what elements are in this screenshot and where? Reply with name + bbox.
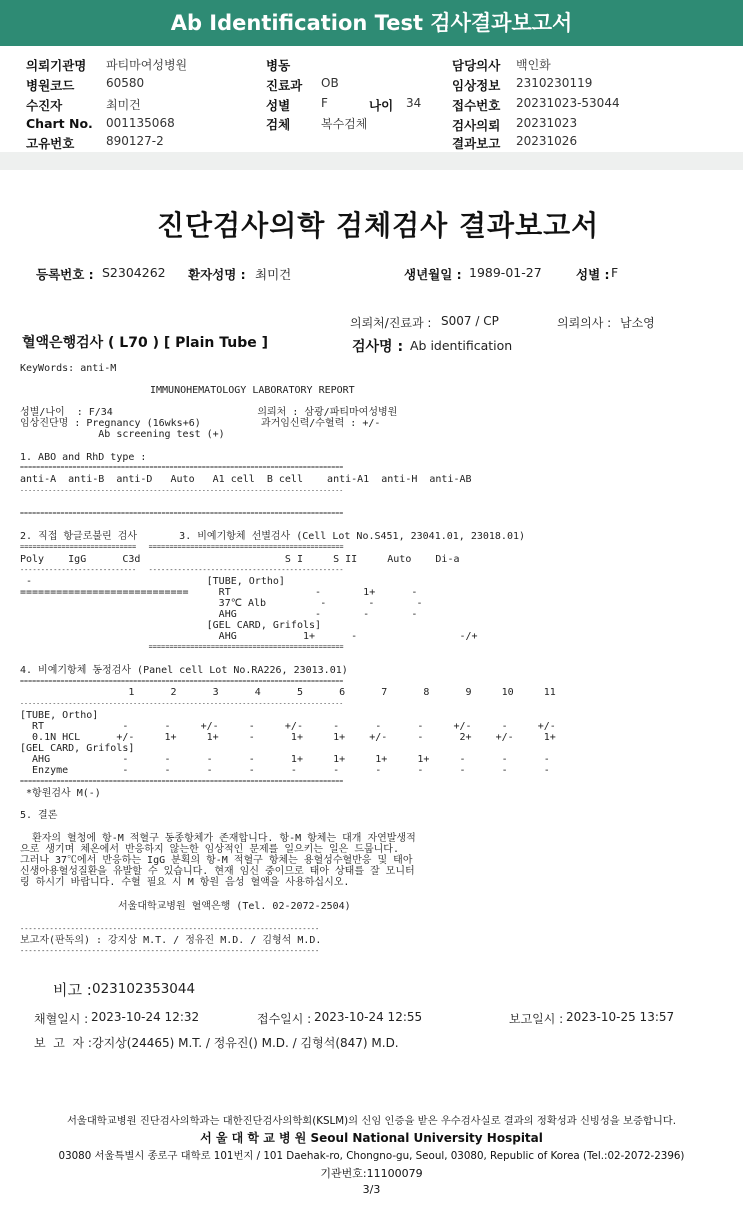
hdr-label: 성별 xyxy=(266,98,291,113)
rule: ============================ =============================================== xyxy=(20,543,344,551)
dob-label: 생년월일 : xyxy=(404,267,462,282)
hdr-label: 의뢰기관명 xyxy=(26,58,87,73)
table-row: RT - - +/- - +/- - - - +/- - +/- xyxy=(20,721,556,732)
conclusion-line: 신생아용혈성질환을 유발할 수 있습니다. 현재 임신 중이므로 태아 상태를 잘 모니터 xyxy=(20,866,415,877)
rule: ---------------------------- ----------------------------------------------- xyxy=(20,566,344,574)
receive-value: 2023-10-24 12:55 xyxy=(314,1010,423,1024)
reporter-value: 강지상(24465) M.T. / 정유진() M.D. / 김형석(847) M.D. xyxy=(92,1036,399,1050)
hdr-label: 담당의사 xyxy=(452,58,501,73)
hdr-label: Chart No. xyxy=(26,116,93,131)
reporters: 보고자(판독의) : 강지상 M.T. / 정유진 M.D. / 김형석 M.D. xyxy=(20,935,322,946)
section1-title: 1. ABO and RhD type : xyxy=(20,452,147,463)
reg-label: 등록번호 : xyxy=(36,267,94,282)
rule: =============================================== xyxy=(20,643,344,651)
table-row: AHG - - - xyxy=(20,609,418,620)
table-row: [GEL CARD, Grifols] xyxy=(20,743,135,754)
abo-columns: anti-A anti-B anti-D Auto A1 cell B cell anti-A1 anti-H anti-AB xyxy=(20,474,472,485)
name-label: 환자성명 : xyxy=(188,267,246,282)
table-row: [TUBE, Ortho] xyxy=(20,710,99,721)
info-line: Ab screening test (+) xyxy=(20,429,225,440)
conclusion-line: 그러나 37℃에서 반응하는 IgG 분획의 항-M 적혈구 항체는 용혈성수혈반응 및 태아 xyxy=(20,855,413,866)
hdr-label: 검사의뢰 xyxy=(452,118,501,133)
hdr-label: 병원코드 xyxy=(26,78,75,93)
rule: -------------------------------------------------------------------------------- xyxy=(20,486,344,494)
conclusion-line: 으로 생기며 체온에서 반응하지 않는한 임상적인 문제를 일으키는 일은 드뭅니다. xyxy=(20,844,399,855)
test-group: 혈액은행검사 ( L70 ) [ Plain Tube ] xyxy=(22,335,269,351)
collect-value: 2023-10-24 12:32 xyxy=(91,1010,200,1024)
report-page xyxy=(0,170,743,1228)
hdr-label: 접수번호 xyxy=(452,98,501,113)
conclusion-line: 환자의 혈청에 항-M 적혈구 동종항체가 존재합니다. 항-M 항체는 대개 자연발생적 xyxy=(20,833,416,844)
reg-value: S2304262 xyxy=(102,265,166,280)
lab-title: IMMUNOHEMATOLOGY LABORATORY REPORT xyxy=(150,385,355,396)
memo-value: 023102353044 xyxy=(92,981,196,997)
name-value: 최미건 xyxy=(255,267,292,282)
section4-title: 4. 비예기항체 동정검사 (Panel cell Lot No.RA226, 23013.01) xyxy=(20,665,348,676)
hdr-label: 나이 xyxy=(369,98,394,113)
table-row: 0.1N HCL +/- 1+ 1+ - 1+ 1+ +/- - 2+ +/- 1+ xyxy=(20,732,556,743)
hdr-label: 임상정보 xyxy=(452,78,501,93)
hdr-label: 수진자 xyxy=(26,98,63,113)
sex-label: 성별 : xyxy=(576,267,610,282)
request-header xyxy=(0,46,743,153)
table-row: AHG - - - - 1+ 1+ 1+ 1+ - - - xyxy=(20,754,550,765)
hdr-label: 검체 xyxy=(266,117,291,132)
blood-bank: 서울대학교병원 혈액은행 (Tel. 02-2072-2504) xyxy=(118,901,351,912)
rule: ================================================================================ xyxy=(20,509,344,517)
hdr-label: 고유번호 xyxy=(26,136,75,151)
rule: ----------------------------------------------------------------------- xyxy=(20,925,320,933)
rule: ================================================================================ xyxy=(20,463,344,471)
test-name-value: Ab identification xyxy=(410,338,513,353)
doctor-label: 의뢰의사 : xyxy=(557,316,612,330)
report-date-label: 보고일시 : xyxy=(509,1012,564,1026)
panel-columns: 1 2 3 4 5 6 7 8 9 10 11 xyxy=(20,687,556,698)
report-date-value: 2023-10-25 13:57 xyxy=(566,1010,675,1024)
rule: ================================================================================ xyxy=(20,677,344,685)
hdr-value: 20231023-53044 xyxy=(516,96,620,110)
rule: -------------------------------------------------------------------------------- xyxy=(20,699,344,707)
reporter-label: 보 고 자 : xyxy=(34,1036,92,1050)
dob-value: 1989-01-27 xyxy=(469,265,542,280)
hdr-value: 백인화 xyxy=(516,58,551,72)
antigen-test: *항원검사 M(-) xyxy=(20,788,101,799)
certification-note: 서울대학교병원 진단검사의학과는 대한진단검사의학회(KSLM)의 신임 인증을 받은 우수검사실로 결과의 정확성과 신빙성을 보증합니다. xyxy=(66,1115,677,1127)
collect-label: 채혈일시 : xyxy=(34,1012,89,1026)
address: 03080 서울특별시 종로구 대학로 101번지 / 101 Daehak-ro, Chongno-gu, Seoul, 03080, Republic of Korea (Tel.:02-2072-2396) xyxy=(58,1150,685,1162)
hdr-value: 001135068 xyxy=(106,116,175,130)
section5-title: 5. 결론 xyxy=(20,810,58,821)
table-row: Enzyme - - - - - - - - - - - xyxy=(20,765,550,776)
institution-number: 기관번호:11100079 xyxy=(320,1167,423,1180)
memo-label: 비고 : xyxy=(53,981,92,999)
table-row: 37℃ Alb - - - xyxy=(20,598,423,609)
info-line: 성별/나이 : F/34 의뢰처 : 삼광/파티마여성병원 xyxy=(20,407,398,418)
hdr-value: OB xyxy=(321,76,339,90)
test-name-label: 검사명 : xyxy=(352,339,404,355)
hospital-name: 서 울 대 학 교 병 원 Seoul National University Hospital xyxy=(200,1131,543,1145)
table-row: AHG 1+ - -/+ xyxy=(20,631,478,642)
page-separator xyxy=(0,152,743,170)
section23-columns: Poly IgG C3d S I S II Auto Di-a xyxy=(20,554,460,565)
receive-label: 접수일시 : xyxy=(257,1012,312,1026)
report-title: 진단검사의학 검체검사 결과보고서 xyxy=(157,209,600,242)
table-row: [GEL CARD, Grifols] xyxy=(20,620,322,631)
info-line: 임상진단명 : Pregnancy (16wks+6) 과거임신력/수혈력 : +/- xyxy=(20,418,381,429)
hdr-value: 34 xyxy=(406,96,422,110)
dept-label: 의뢰처/진료과 : xyxy=(350,316,432,330)
hdr-label: 진료과 xyxy=(266,78,303,93)
rule: ================================================================================ xyxy=(20,777,344,785)
hdr-value: 파티마여성병원 xyxy=(106,58,188,72)
conclusion-line: 링 하시기 바랍니다. 수혈 필요 시 M 항원 음성 혈액을 사용하십시오. xyxy=(20,877,350,888)
table-row: ============================ RT - 1+ - xyxy=(20,587,418,598)
hdr-value: 최미건 xyxy=(106,98,141,112)
page-number: 3/3 xyxy=(362,1183,381,1196)
hdr-value: 890127-2 xyxy=(106,134,164,148)
sex-value: F xyxy=(611,265,619,280)
hdr-value: 20231023 xyxy=(516,116,578,130)
doctor-value: 남소영 xyxy=(620,316,655,330)
hdr-value: 20231026 xyxy=(516,134,578,148)
section23-title: 2. 직접 항글로불린 검사 3. 비예기항체 선별검사 (Cell Lot No.S451, 23041.01, 23018.01) xyxy=(20,531,526,542)
hdr-value: F xyxy=(321,96,328,110)
hdr-label: 병동 xyxy=(266,58,291,73)
hdr-value: 2310230119 xyxy=(516,76,593,90)
hdr-label: 결과보고 xyxy=(452,136,501,151)
report-banner: Ab Identification Test 검사결과보고서 xyxy=(0,0,743,46)
hdr-value: 복수검체 xyxy=(321,117,368,131)
table-row: - [TUBE, Ortho] xyxy=(20,576,285,587)
hdr-value: 60580 xyxy=(106,76,145,90)
rule: ----------------------------------------------------------------------- xyxy=(20,947,320,955)
dept-value: S007 / CP xyxy=(441,314,499,328)
keywords: KeyWords: anti-M xyxy=(20,363,117,374)
